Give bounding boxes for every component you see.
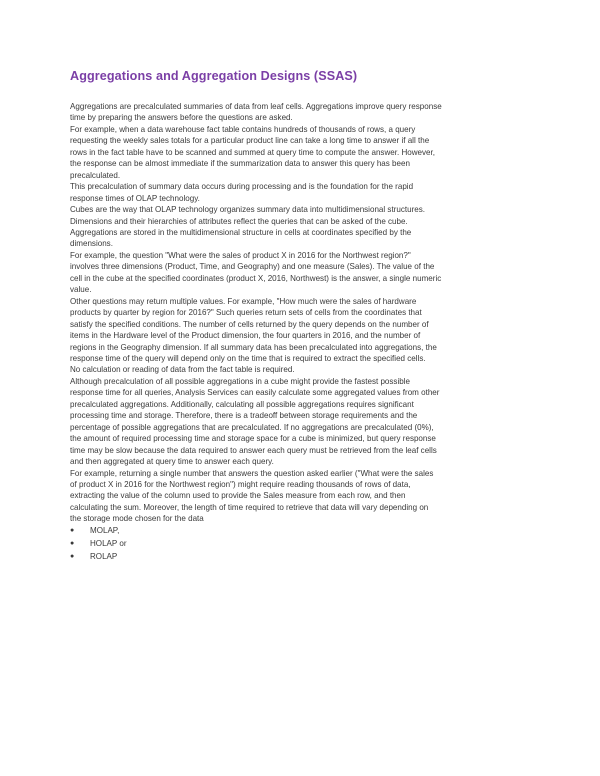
text-line: response times of OLAP technology. — [70, 193, 200, 203]
paragraph — [70, 376, 532, 468]
text-line: involves three dimensions (Product, Time, and Geography) and one measure (Sales). The value of the — [70, 262, 435, 272]
bullet-icon: ● — [70, 552, 75, 560]
text-line: Cubes are the way that OLAP technology organizes summary data into multidimensional structures. — [70, 205, 425, 215]
page-title: Aggregations and Aggregation Designs (SSAS) — [70, 69, 358, 83]
text-line: items in the Hardware level of the Product dimension, the four quarters in 2016, and the number of — [70, 331, 421, 341]
text-line: precalculated. — [70, 170, 121, 180]
paragraph — [70, 204, 532, 250]
text-line: response time of the query will depend only on the time that is required to extract the specified cells. — [70, 353, 426, 363]
text-line: precalculated aggregations. Additionally, calculating all possible aggregations requires significant — [70, 399, 414, 409]
paragraph — [70, 296, 532, 376]
list-item-label: HOLAP or — [90, 538, 127, 548]
text-line: processing time and storage. Therefore, there is a tradeoff between storage requirements and the — [70, 411, 418, 421]
text-line: Although precalculation of all possible aggregations in a cube might provide the fastest possible — [70, 376, 410, 386]
text-line: For example, the question "What were the sales of product X in 2016 for the Northwest region?" — [70, 250, 411, 260]
text-line: requesting the weekly sales totals for a particular product line can take a long time to answer if all the — [70, 136, 430, 146]
document-body — [70, 101, 532, 525]
list-item — [70, 551, 532, 564]
text-line: of product X in 2016 for the Northwest region") might require reading thousands of rows of data, — [70, 479, 411, 489]
paragraph — [70, 468, 532, 525]
text-line: This precalculation of summary data occurs during processing and is the foundation for the rapid — [70, 182, 414, 192]
text-line: Aggregations are precalculated summaries of data from leaf cells. Aggregations improve query response — [70, 102, 442, 111]
text-line: time may be slow because the data required to answer each query must be retrieved from the leaf cells — [70, 445, 437, 455]
text-line: cell in the cube at the specified coordinates (product X, 2016, Northwest) is the answer, a single numeric — [70, 273, 442, 283]
text-line: the response can be almost immediate if the summarization data to answer this query has been — [70, 159, 410, 169]
text-line: Other questions may return multiple values. For example, "How much were the sales of hardware — [70, 296, 417, 306]
list-item — [70, 525, 532, 538]
paragraph — [70, 101, 532, 124]
text-line: Aggregations are stored in the multidimensional structure in cells at coordinates specified by the — [70, 227, 412, 237]
text-line: and then aggregated at query time to answer each query. — [70, 457, 274, 467]
bullet-icon: ● — [70, 539, 75, 547]
text-line: No calculation or reading of data from the fact table is required. — [70, 365, 295, 375]
bullet-icon: ● — [70, 526, 75, 534]
text-line: Dimensions and their hierarchies of attributes reflect the queries that can be asked of the cube. — [70, 216, 408, 226]
text-line: time by preparing the answers before the questions are asked. — [70, 113, 293, 123]
text-line: percentage of possible aggregations that are precalculated. If no aggregations are precalculated (0%), — [70, 422, 434, 432]
text-line: calculating the sum. Moreover, the length of time required to retrieve that data will vary depending on — [70, 502, 429, 512]
text-line: rows in the fact table have to be scanned and summed at query time to compute the answer. However, — [70, 147, 435, 157]
list-item — [70, 538, 532, 551]
list-item-label: ROLAP — [90, 551, 118, 561]
text-line: satisfy the specified conditions. The number of cells returned by the query depends on the number of — [70, 319, 429, 329]
paragraph — [70, 181, 532, 204]
text-line: the amount of required processing time and storage space for a cube is minimized, but query response — [70, 434, 436, 444]
document-page — [70, 68, 532, 563]
text-line: value. — [70, 285, 92, 295]
list-item-label: MOLAP, — [90, 525, 120, 535]
text-line: the storage mode chosen for the data — [70, 514, 204, 524]
paragraph — [70, 124, 532, 181]
text-line: For example, returning a single number that answers the question asked earlier ("What were the sales — [70, 468, 434, 478]
text-line: regions in the Geography dimension. If all summary data has been precalculated into aggregations, the — [70, 342, 437, 352]
text-line: products by quarter by region for 2016?" Such queries return sets of cells from the coordinates that — [70, 308, 422, 318]
text-line: extracting the value of the column used to provide the Sales measure from each row, and then — [70, 491, 406, 501]
text-line: dimensions. — [70, 239, 113, 249]
paragraph — [70, 250, 532, 296]
storage-mode-list — [70, 525, 532, 564]
text-line: For example, when a data warehouse fact table contains hundreds of thousands of rows, a query — [70, 124, 416, 134]
text-line: response time for all queries, Analysis Services can easily calculate some aggregated values from other — [70, 388, 440, 398]
